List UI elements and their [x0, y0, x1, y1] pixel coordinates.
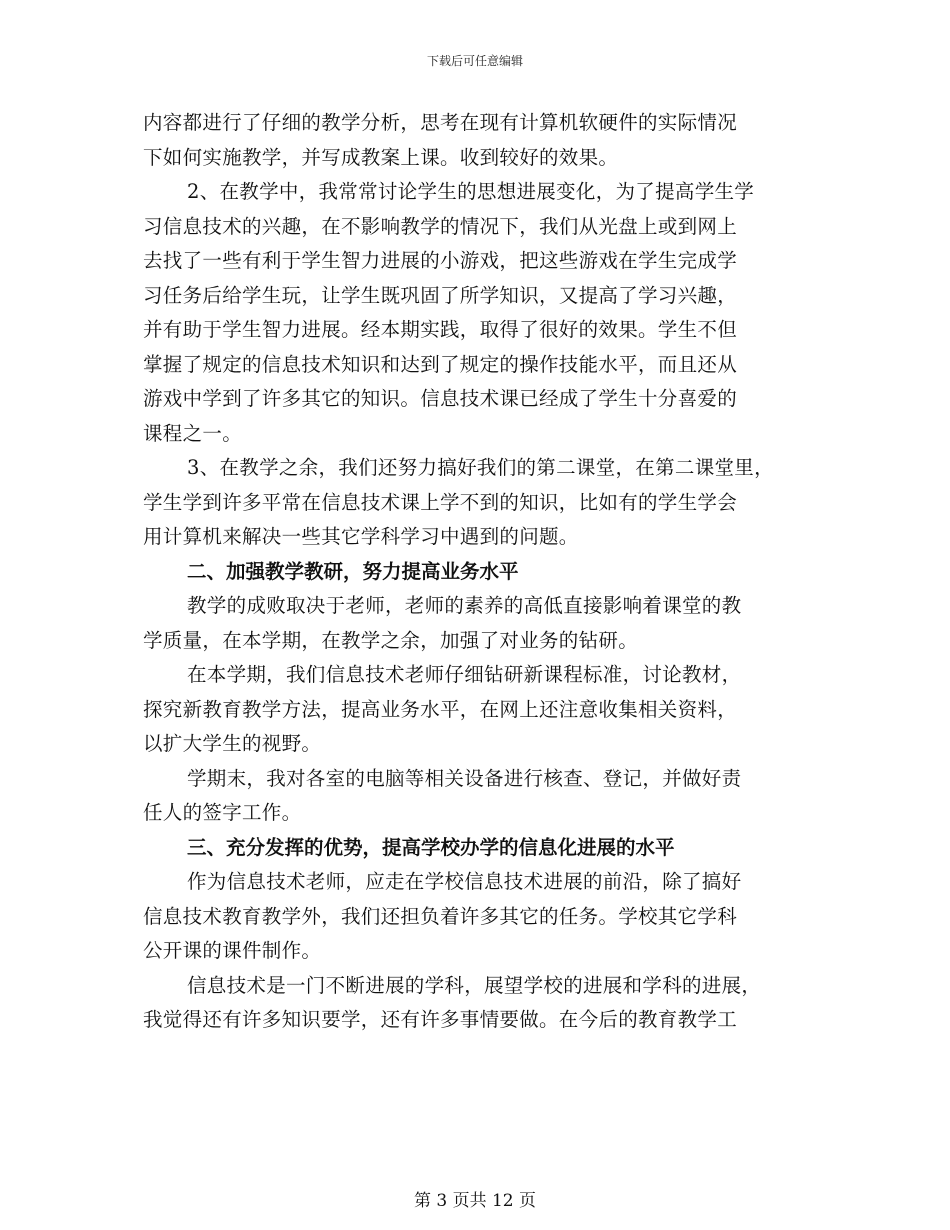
body-text-line: 作为信息技术老师，应走在学校信息技术进展的前沿，除了搞好 — [187, 870, 742, 893]
body-text-line: 内容都进行了仔细的教学分析，思考在现有计算机软硬件的实际情况 — [143, 111, 738, 134]
body-text-line: 用计算机来解决一些其它学科学习中遇到的问题。 — [143, 525, 579, 548]
body-text-line: 公开课的课件制作。 — [143, 939, 322, 962]
body-text-line: 教学的成败取决于老师，老师的素养的高低直接影响着课堂的教 — [187, 594, 742, 617]
body-text-line: 以扩大学生的视野。 — [143, 732, 322, 755]
page-number-footer: 第 3 页共 12 页 — [413, 1191, 537, 1211]
body-text-line: 探究新教育教学方法，提高业务水平，在网上还注意收集相关资料， — [143, 697, 738, 721]
body-text-line: 信息技术是一门不断进展的学科，展望学校的进展和学科的进展， — [187, 973, 762, 997]
body-text-line: 在本学期，我们信息技术老师仔细钻研新课程标准，讨论教材， — [187, 663, 742, 686]
section-heading: 二、加强教学教研，努力提高业务水平 — [187, 559, 519, 583]
body-text-line: 并有助于学生智力进展。经本期实践，取得了很好的效果。学生不但 — [143, 318, 738, 341]
body-text-line: 课程之一。 — [143, 421, 243, 445]
body-text-line: 去找了一些有利于学生智力进展的小游戏，把这些游戏在学生完成学 — [143, 249, 738, 272]
body-text-line: 习任务后给学生玩，让学生既巩固了所学知识，又提高了学习兴趣， — [143, 283, 738, 307]
body-text-line: 任人的签字工作。 — [143, 801, 302, 824]
page-header-note: 下载后可任意编辑 — [426, 54, 523, 68]
body-text-line: 2、在教学中，我常常讨论学生的思想进展变化，为了提高学生学 — [187, 180, 755, 203]
body-text-line: 3、在教学之余，我们还努力搞好我们的第二课堂，在第二课堂里， — [187, 456, 774, 479]
body-text-line: 我觉得还有许多知识要学，还有许多事情要做。在今后的教育教学工 — [143, 1008, 738, 1031]
document-body — [143, 108, 823, 1040]
body-text-line: 下如何实施教学，并写成教案上课。收到较好的效果。 — [143, 145, 619, 169]
body-text-line: 学质量，在本学期，在教学之余，加强了对业务的钻研。 — [143, 628, 639, 652]
body-text-line: 习信息技术的兴趣，在不影响教学的情况下，我们从光盘上或到网上 — [143, 214, 738, 238]
section-heading: 三、充分发挥的优势，提高学校办学的信息化进展的水平 — [187, 835, 675, 859]
body-text-line: 掌握了规定的信息技术知识和达到了规定的操作技能水平，而且还从 — [143, 352, 738, 376]
body-text-line: 游戏中学到了许多其它的知识。信息技术课已经成了学生十分喜爱的 — [143, 387, 738, 410]
body-text-line: 信息技术教育教学外，我们还担负着许多其它的任务。学校其它学科 — [143, 904, 738, 928]
body-text-line: 学期末，我对各室的电脑等相关设备进行核查、登记，并做好责 — [187, 766, 742, 790]
body-text-line: 学生学到许多平常在信息技术课上学不到的知识，比如有的学生学会 — [143, 490, 738, 514]
